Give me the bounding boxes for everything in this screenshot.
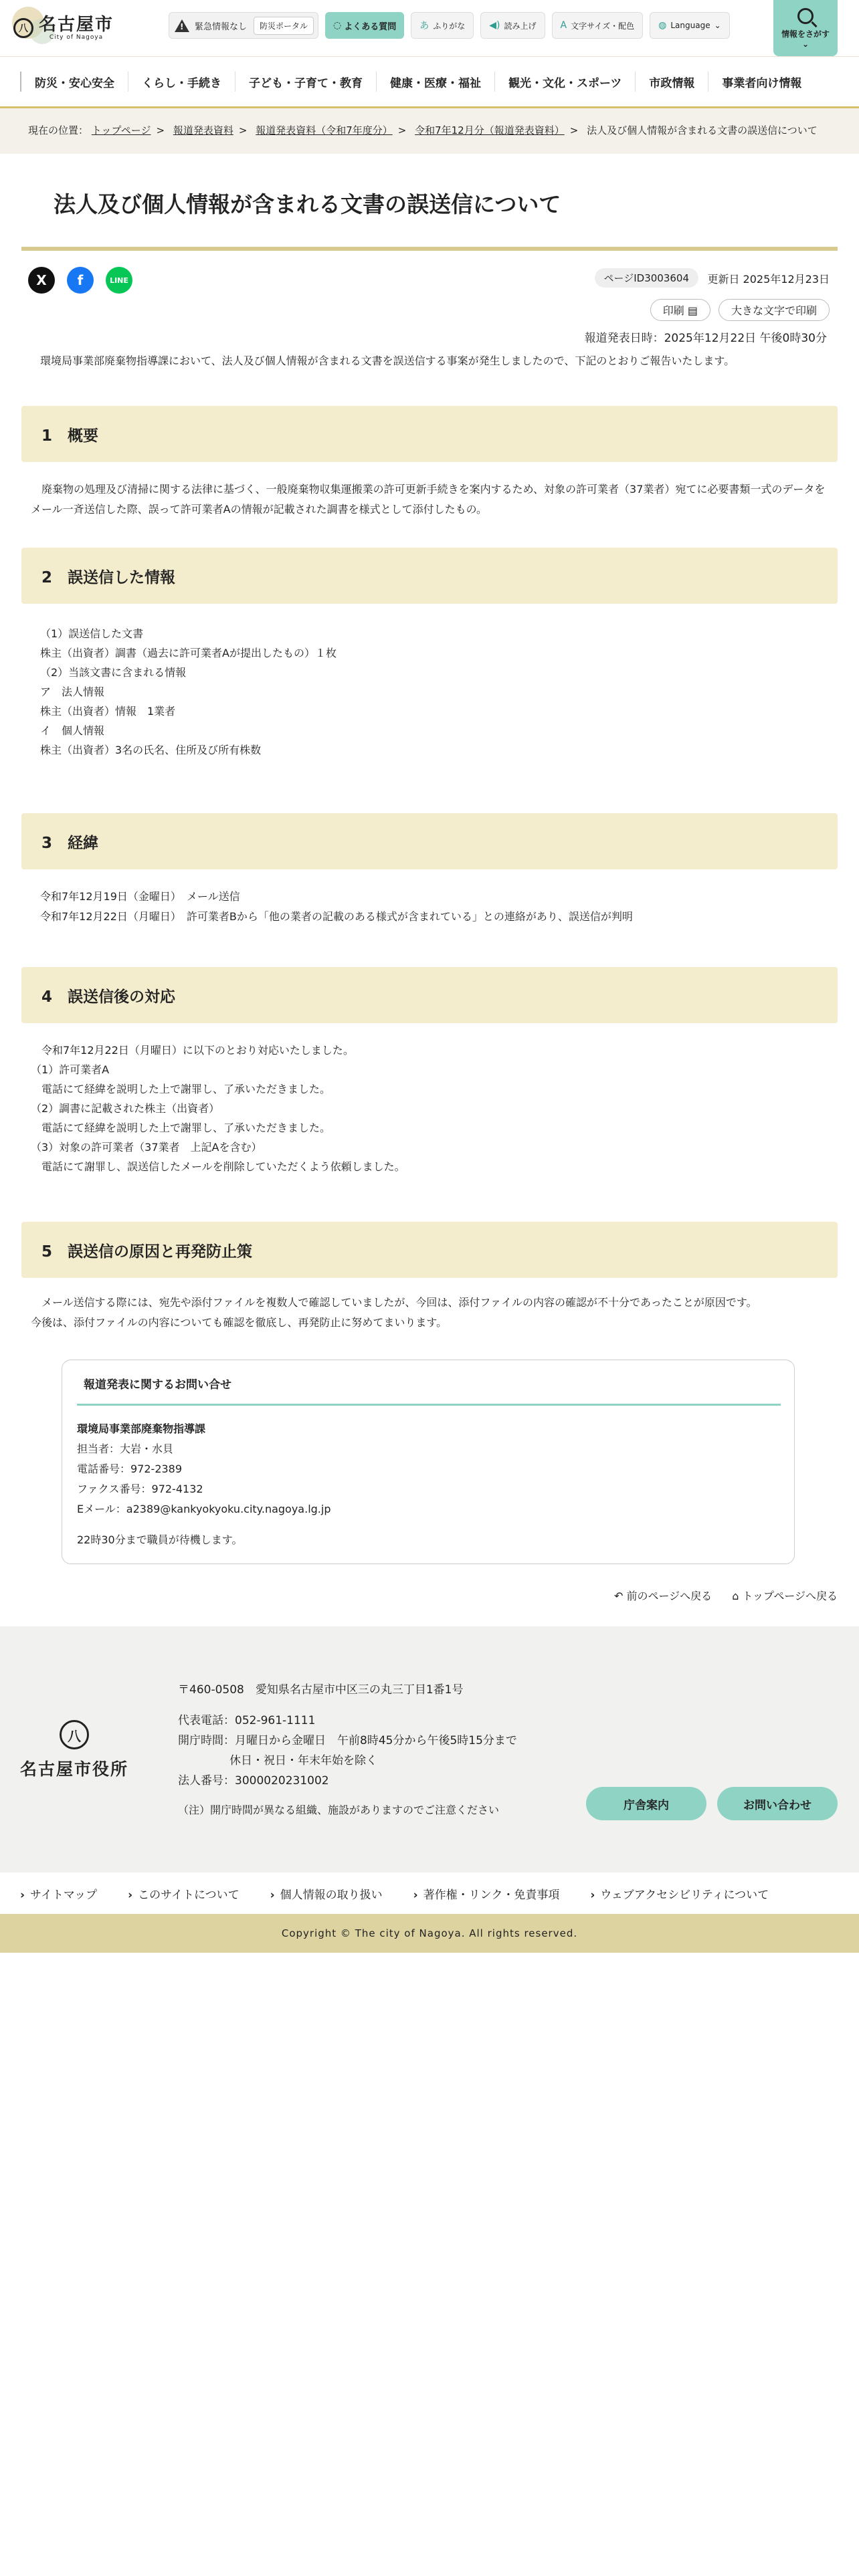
section-2-line: イ 個人情報 [40,724,105,737]
section-heading-3: 3 経緯 [21,813,838,869]
read-aloud-label: 読み上げ [504,21,537,31]
city-emblem-icon: 八 [13,18,33,38]
copyright: Copyright © The city of Nagoya. All rights reserved. [0,1914,859,1953]
emergency-info-box [169,12,318,39]
footer-info [178,1680,517,1820]
globe-icon: ◍ [658,20,667,31]
footer-note: （注）開庁時間が異なる組織、施設がありますのでご注意ください [178,1804,500,1816]
footer-link-accessibility[interactable]: › ウェブアクセシビリティについて [590,1885,769,1902]
footer-hours-note: 休日・祝日・年末年始を除く [229,1754,377,1767]
contact-tel: 電話番号：972-2389 [77,1463,183,1475]
text-size-icon: A [560,20,567,31]
contact-dept: 環境局事業部廃棄物指導課 [77,1422,206,1435]
warning-icon [175,19,189,32]
disaster-portal-link[interactable]: 防災ポータル [254,17,314,35]
section-4-line: （3）対象の許可業者（37業者 上記Aを含む） [31,1141,262,1154]
prev-page-label: 前のページへ戻る [626,1590,712,1602]
section-4-line: （1）許可業者A [31,1063,110,1076]
gnav-item-children[interactable]: 子ども・子育て・教育 [235,72,376,92]
gnav-item-business[interactable]: 事業者向け情報 [708,72,815,92]
footer-corp-number: 法人番号：3000020231002 [178,1774,329,1788]
chevron-down-icon: ⌄ [714,21,721,30]
print-large-label: 大きな文字で印刷 [731,304,817,317]
section-body-5 [0,1278,859,1333]
section-2-line: 株主（出資者）情報 1業者 [40,705,176,718]
printer-icon: ▤ [687,304,698,317]
contact-email[interactable]: Eメール：a2389@kankyokyoku.city.nagoya.lg.jp [77,1503,331,1515]
page-title: 法人及び個人情報が含まれる文書の誤送信について [21,154,838,251]
language-label: Language [670,21,710,30]
search-label: 情報をさがす [781,29,830,39]
site-footer [0,1626,859,1872]
faq-button[interactable] [325,12,404,39]
footer-link-privacy[interactable]: › 個人情報の取り扱い [270,1885,383,1902]
gnav-item-disaster[interactable]: 防災・安心安全 [20,72,128,92]
contact-body [77,1419,781,1550]
gnav-item-tourism[interactable]: 観光・文化・スポーツ [494,72,635,92]
breadcrumb-prefix: 現在の位置： [28,124,89,136]
section-3-line: 令和7年12月22日（月曜日） 許可業者Bから「他の業者の記載のある様式が含まれている」との連絡があり、誤送信が判明 [40,910,633,923]
text-size-color-button[interactable] [552,12,644,39]
footer-address: 〒460-0508 愛知県名古屋市中区三の丸三丁目1番1号 [178,1683,464,1697]
section-3-line: 令和7年12月19日（金曜日） メール送信 [40,890,240,903]
section-4-line: 電話にて経緯を説明した上で謝罪し、了承いただきました。 [31,1121,331,1134]
contact-box [62,1360,795,1564]
section-body-2 [0,604,859,760]
city-emblem-icon: 八 [60,1720,89,1749]
footer-link-copyright[interactable]: › 著作権・リンク・免責事項 [413,1885,560,1902]
gnav-item-health[interactable]: 健康・医療・福祉 [376,72,494,92]
text-size-label: 文字サイズ・配色 [571,21,635,31]
footer-link-about[interactable]: › このサイトについて [128,1885,240,1902]
global-nav [0,57,859,108]
furigana-icon: あ [419,21,430,31]
section-5-line: 今後は、添付ファイルの内容についても確認を徹底し、再発防止に努めてまいります。 [31,1316,448,1329]
section-4-line: 電話にて謝罪し、誤送信したメールを削除していただくよう依頼しました。 [31,1160,405,1173]
furigana-label: ふりがな [433,21,466,31]
site-header [0,0,859,57]
line-share-icon[interactable]: LINE [106,267,132,294]
print-button[interactable] [650,299,710,321]
section-4-line: 令和7年12月22日（月曜日）に以下のとおり対応いたしました。 [31,1044,354,1057]
section-2-line: 株主（出資者）調書（過去に許可業者Aが提出したもの）１枚 [40,647,337,659]
top-page-label: トップページへ戻る [742,1590,838,1602]
page-id-badge: ページID3003604 [595,268,698,288]
search-info-button[interactable] [773,0,838,56]
faq-label: よくある質問 [344,21,397,32]
section-5-line: メール送信する際には、宛先や添付ファイルを複数人で確認していましたが、今回は、添付ファイルの内容の確認が不十分であったことが原因です。 [31,1296,757,1309]
footer-tel: 代表電話：052-961-1111 [178,1714,316,1727]
published-date: 報道発表日時：2025年12月22日 午後0時30分 [584,332,827,345]
logo-title: 名古屋市 [39,15,114,35]
updated-date: 更新日 2025年12月23日 [707,273,830,286]
read-aloud-button[interactable] [480,12,545,39]
speaker-icon: ◀) [489,20,500,31]
prev-page-link[interactable] [614,1588,712,1603]
footer-hours: 開庁時間：月曜日から金曜日 午前8時45分から午後5時15分まで [178,1734,517,1747]
section-2-line: ア 法人情報 [40,685,105,698]
facebook-share-icon[interactable]: f [67,267,94,294]
chevron-right-icon: > [156,124,165,136]
social-share [28,267,132,294]
search-icon [797,8,814,24]
section-1-line: 廃棄物の処理及び清掃に関する法律に基づく、一般廃棄物収集運搬業の許可更新手続きを案内するため、対象の許可業者（37業者）宛てに必要書類一式のデータをメール一斉送信した際、誤って許可業者Aの情報が記載された調書を様式として添付したもの。 [31,483,826,516]
gnav-item-city-info[interactable]: 市政情報 [635,72,708,92]
section-heading-1: 1 概要 [21,406,838,462]
home-icon: ⌂ [732,1590,739,1602]
section-body-3 [0,869,859,927]
contact-button[interactable]: お問い合わせ [717,1787,838,1820]
x-share-icon[interactable]: X [28,267,55,294]
chevron-right-icon: > [238,124,248,136]
breadcrumb-current: 法人及び個人情報が含まれる文書の誤送信について [587,124,818,136]
top-page-link[interactable] [732,1588,838,1603]
chat-icon: ◌ [333,20,342,31]
contact-person: 担当者：大岩・水貝 [77,1442,174,1455]
building-guide-button[interactable]: 庁舎案内 [586,1787,706,1820]
chevron-right-icon: > [397,124,407,136]
print-large-button[interactable] [719,299,830,321]
contact-fax: ファクス番号：972-4132 [77,1483,203,1495]
section-heading-2: 2 誤送信した情報 [21,548,838,604]
print-label: 印刷 [662,304,684,317]
back-links [614,1588,838,1603]
language-select[interactable] [650,12,730,39]
back-arrow-icon: ↶ [614,1590,624,1602]
footer-nav [0,1872,859,1914]
section-2-line: （1）誤送信した文書 [40,627,144,640]
breadcrumb [0,108,859,154]
logo-subtitle: City of Nagoya [49,34,104,41]
breadcrumb-link-fy[interactable]: 報道発表資料（令和7年度分） [256,124,393,136]
section-heading-4: 4 誤送信後の対応 [21,967,838,1023]
section-4-line: 電話にて経緯を説明した上で謝罪し、了承いただきました。 [31,1083,331,1095]
chevron-right-icon: > [569,124,579,136]
breadcrumb-link-month[interactable]: 令和7年12月分（報道発表資料） [415,124,565,136]
section-2-line: （2）当該文書に含まれる情報 [40,666,187,679]
footer-link-sitemap[interactable]: › サイトマップ [20,1885,97,1902]
section-body-4 [0,1023,859,1176]
chevron-down-icon: ⌄ [801,39,809,49]
section-2-line: 株主（出資者）3名の氏名、住所及び所有株数 [40,744,262,756]
breadcrumb-link-top[interactable]: トップページ [91,124,151,136]
page-meta [0,251,859,344]
section-heading-5: 5 誤送信の原因と再発防止策 [21,1222,838,1278]
section-body-1 [0,462,859,520]
contact-note: 22時30分まで職員が待機します。 [77,1533,243,1546]
furigana-button[interactable] [411,12,474,39]
gnav-item-living[interactable]: くらし・手続き [128,72,235,92]
emergency-status: 緊急情報なし [195,21,248,32]
breadcrumb-link-press[interactable]: 報道発表資料 [173,124,233,136]
section-4-line: （2）調書に記載された株主（出資者） [31,1102,220,1115]
footer-logo [20,1720,128,1780]
contact-title: 報道発表に関するお問い合せ [77,1375,781,1406]
lead-text: 環境局事業部廃棄物指導課において、法人及び個人情報が含まれる文書を誤送信する事案が発生しましたので、下記のとおりご報告いたします。 [40,354,735,367]
footer-org-name: 名古屋市役所 [20,1759,129,1779]
